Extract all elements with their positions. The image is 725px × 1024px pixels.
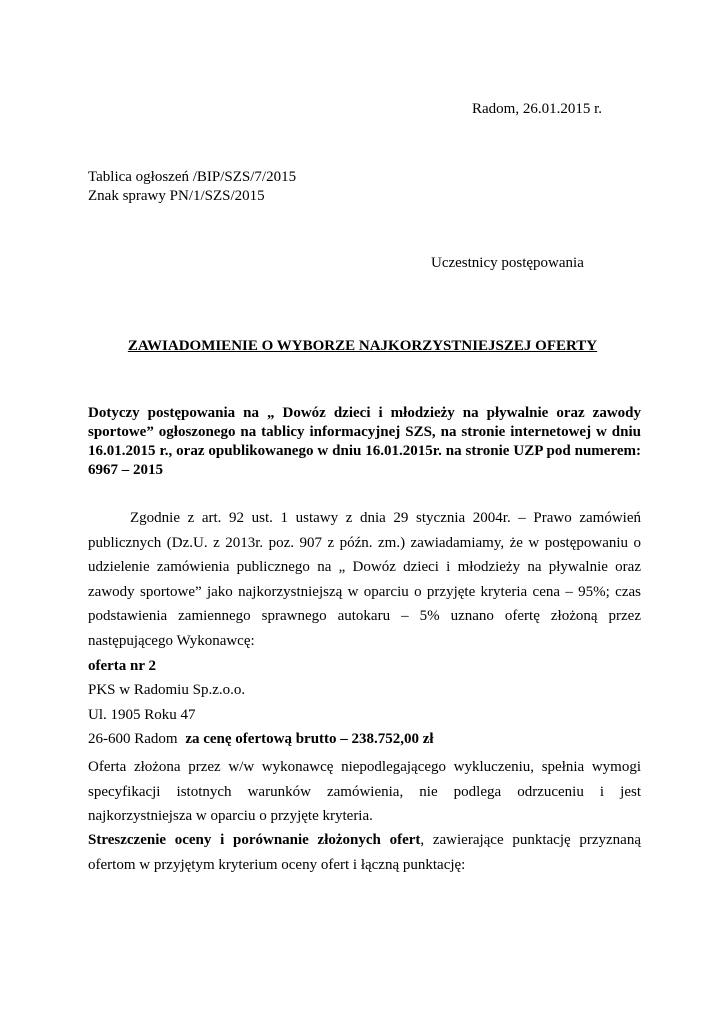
- place-date: Radom, 26.01.2015 r.: [472, 101, 602, 117]
- summary-rest: , zawierające punktację przyznaną ofertom w przyjętym kryterium oceny ofert i łączną punktację:: [88, 832, 641, 873]
- offer-price: za cenę ofertową brutto – 238.752,00 zł: [185, 731, 434, 747]
- document-title: ZAWIADOMIENIE O WYBORZE NAJKORZYSTNIEJSZEJ OFERTY: [127, 338, 598, 354]
- subject-paragraph: Dotyczy postępowania na „ Dowóz dzieci i młodzieży na pływalnie oraz zawody sportowe” ogłoszonego na tablicy informacyjnej SZS, na stronie internetowej w dniu 16.01.2015 r., oraz opublikowanego w dniu 16.01.2015r. na stronie UZP pod numerem: 6967 – 2015: [88, 405, 641, 478]
- offer-street: Ul. 1905 Roku 47: [88, 707, 196, 723]
- notice-paragraph: [88, 506, 641, 653]
- evaluation-paragraph: Oferta złożona przez w/w wykonawcę niepodlegającego wykluczeniu, spełnia wymogi specyfikacji istotnych warunków zamówienia, nie podlega odrzuceniu i jest najkorzystniejsza w oparciu o przyjęte kryteria.: [88, 759, 641, 824]
- recipient: Uczestnicy postępowania: [431, 255, 584, 271]
- notice-paragraph-text: Zgodnie z art. 92 ust. 1 ustawy z dnia 29 stycznia 2004r. – Prawo zamówień publicznych (Dz.U. z 2013r. poz. 907 z późn. zm.) zawiadamiamy, że w postępowaniu o udzielenie zamówienia publicznego na „ Dowóz dzieci i młodzieży na pływalnie oraz zawody sportowe” jako najkorzystniejszą w oparciu o przyjęte kryteria cena – 95%; czas podstawienia zamiennego sprawnego autokaru – 5% uznano ofertę złożoną przez następującego Wykonawcę:: [88, 510, 641, 649]
- board-reference: Tablica ogłoszeń /BIP/SZS/7/2015: [88, 169, 297, 185]
- offer-city-price: [88, 731, 434, 748]
- offer-company: PKS w Radomiu Sp.z.o.o.: [88, 682, 246, 698]
- offer-city: 26-600 Radom: [88, 731, 178, 747]
- summary-lead: Streszczenie oceny i porównanie złożonych ofert: [88, 832, 421, 848]
- summary-paragraph: [88, 828, 641, 877]
- offer-label: oferta nr 2: [88, 658, 157, 674]
- case-reference: Znak sprawy PN/1/SZS/2015: [88, 188, 265, 204]
